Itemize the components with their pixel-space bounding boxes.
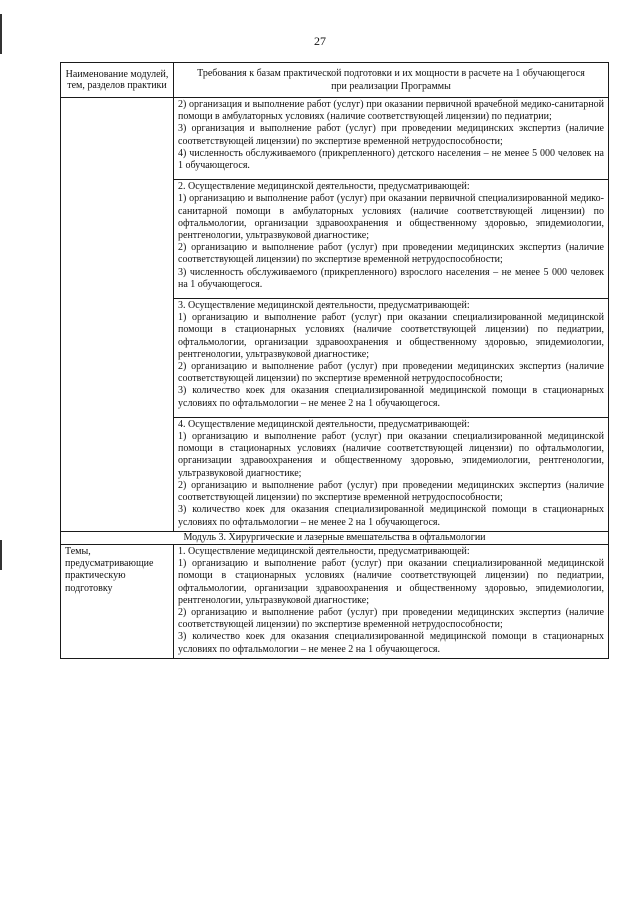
module-3-title: Модуль 3. Хирургические и лазерные вмешательства в офтальмологии (61, 531, 609, 544)
paragraph: 3) количество коек для оказания специализированной медицинской помощи в стационарных условиях по офтальмологии – не менее 2 на 1 обучающегося. (178, 385, 604, 409)
paragraph: 2) организацию и выполнение работ (услуг) при проведении медицинских экспертиз (наличие соответствующей лицензии) по экспертизе временной нетрудоспособности; (178, 479, 604, 504)
paragraph: 1. Осуществление медицинской деятельности, предусматривающей: (178, 545, 470, 557)
paragraph: 3) количество коек для оказания специализированной медицинской помощи в стационарных условиях по офтальмологии – не менее 2 на 1 обучающегося. (178, 504, 604, 528)
table-row (61, 544, 609, 658)
requirements-block-3 (174, 299, 609, 418)
paragraph: 1) организацию и выполнение работ (услуг) при оказании специализированной медицинской помощи в стационарных условиях (наличие соответствующей лицензии) по педиатрии, офтальмологии, организации здравоохранения и общественному здоровью, эпидемиологии, рентгенологии, ультразвуковой диагностике; (178, 558, 604, 606)
requirements-block-2 (174, 180, 609, 299)
paragraph: 2. Осуществление медицинской деятельности, предусматривающей: (178, 181, 470, 193)
paragraph: 2) организация и выполнение работ (услуг) при оказании первичной врачебной медико-санитарной помощи в амбулаторных условиях (наличие соответствующей лицензии) по педиатрии; (178, 99, 604, 123)
requirements-table (60, 62, 609, 659)
paragraph: 4) численность обслуживаемого (прикрепленного) детского населения – не менее 5 000 человек на 1 обучающегося. (178, 147, 604, 172)
module-3-requirements-block (174, 544, 609, 658)
paragraph: 3) количество коек для оказания специализированной медицинской помощи в стационарных условиях по офтальмологии – не менее 2 на 1 обучающегося. (178, 631, 604, 655)
paragraph: 2) организацию и выполнение работ (услуг) при проведении медицинских экспертиз (наличие соответствующей лицензии) по экспертизе временной нетрудоспособности; (178, 242, 604, 266)
requirements-block-4 (174, 417, 609, 531)
scan-edge-mark-bottom (0, 540, 2, 570)
empty-module-cell (61, 98, 174, 532)
paragraph: 1) организацию и выполнение работ (услуг) при оказании специализированной медицинской помощи в стационарных условиях (наличие соответствующей лицензии) по педиатрии, офтальмологии, организации здравоохранения и общественному здоровью, эпидемиологии, рентгенологии, ультразвуковой диагностике; (178, 312, 604, 360)
header-modules: Наименование модулей, тем, разделов практики (61, 63, 174, 98)
module-title-row (61, 531, 609, 544)
paragraph: 4. Осуществление медицинской деятельности, предусматривающей: (178, 418, 470, 430)
table-header-row (61, 63, 609, 98)
paragraph: 2) организацию и выполнение работ (услуг) при проведении медицинских экспертиз (наличие соответствующей лицензии) по экспертизе временной нетрудоспособности; (178, 361, 604, 385)
paragraph: 1) организацию и выполнение работ (услуг) при оказании специализированной медицинской помощи в стационарных условиях (наличие соответствующей лицензии) по офтальмологии, организации здравоохранения и общественному здоровью, эпидемиологии, рентгенологии, ультразвуковой диагностике; (178, 431, 604, 479)
paragraph: 2) организацию и выполнение работ (услуг) при проведении медицинских экспертиз (наличие соответствующей лицензии) по экспертизе временной нетрудоспособности; (178, 606, 604, 631)
header-requirements: Требования к базам практической подготовки и их мощности в расчете на 1 обучающегося при реализации Программы (174, 63, 609, 98)
table-row (61, 98, 609, 180)
continuation-block (174, 98, 609, 180)
module-3-topics-cell: Темы, предусматривающие практическую подготовку (61, 544, 174, 658)
paragraph: 3. Осуществление медицинской деятельности, предусматривающей: (178, 300, 470, 312)
paragraph: 3) численность обслуживаемого (прикрепленного) взрослого населения – не менее 5 000 человек на 1 обучающегося. (178, 266, 604, 290)
paragraph: 3) организация и выполнение работ (услуг) при проведении медицинских экспертиз (наличие соответствующей лицензии) по экспертизе временной нетрудоспособности; (178, 123, 604, 147)
page-number: 27 (314, 34, 326, 48)
paragraph: 1) организацию и выполнение работ (услуг) при оказании первичной специализированной медико-санитарной помощи в амбулаторных условиях (наличие соответствующей лицензии) по офтальмологии, организации здравоохранения и общественному здоровью, эпидемиологии, рентгенологии, ультразвуковой диагностике; (178, 193, 604, 242)
